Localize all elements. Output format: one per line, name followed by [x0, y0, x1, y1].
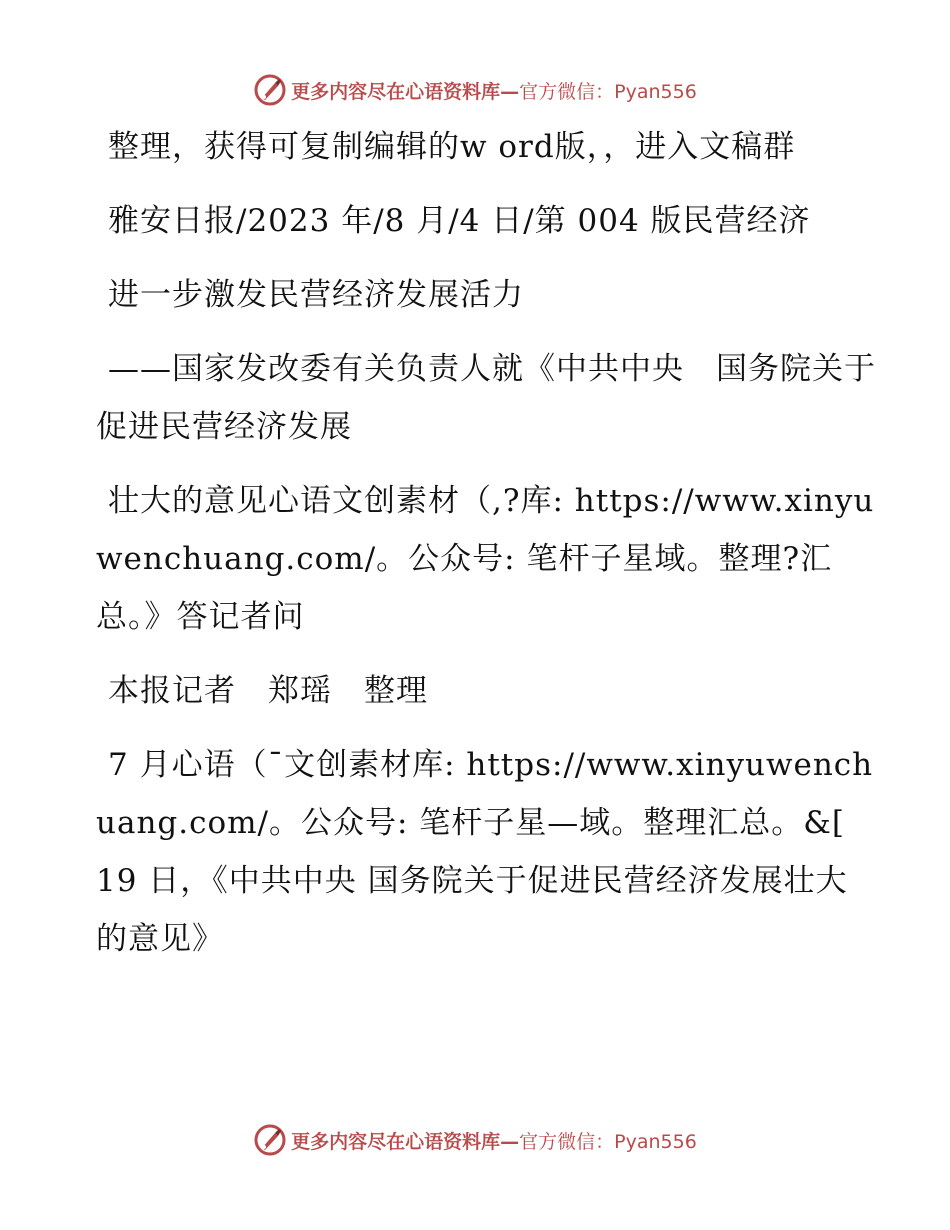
document-body [96, 118, 876, 984]
paragraph-1: 整理，获得可复制编辑的w ord版，，进入文稿群 [108, 129, 796, 165]
footer-banner-wechat: 官方微信：Pyan556 [519, 1130, 697, 1153]
paragraph-6: 本报记者 郑瑶 整理 [108, 673, 428, 709]
footer-banner-separator: — [500, 1130, 520, 1153]
paragraph-7: 7 月心语（¯文创素材库: https://www.xinyuwenchuang.com/。公众号: 笔杆子星—域。整理汇总。&[ 19 日，《中共中央 国务院关于促进民营经济发展壮大的意见》 [96, 747, 874, 957]
footer-banner-title: 更多内容尽在心语资料库 [291, 1130, 501, 1153]
paragraph-4: ——国家发改委有关负责人就《中共中央 国务院关于促进民营经济发展 [96, 351, 876, 445]
header-banner-separator: — [500, 80, 520, 103]
pen-logo-icon [253, 1123, 287, 1157]
pen-logo-icon [253, 73, 287, 107]
header-banner-title: 更多内容尽在心语资料库 [291, 80, 501, 103]
header-banner-wechat: 官方微信：Pyan556 [519, 80, 697, 103]
footer-banner-text [291, 1127, 697, 1154]
paragraph-5: 壮大的意见心语文创素材（,?库: https://www.xinyuwenchuang.com/。公众号: 笔杆子星域。整理?汇总。》答记者问 [96, 483, 875, 635]
header-banner-text [291, 77, 697, 104]
header-banner [0, 70, 950, 110]
footer-banner [0, 1120, 950, 1160]
paragraph-3: 进一步激发民营经济发展活力 [108, 277, 524, 313]
paragraph-2: 雅安日报/2023 年/8 月/4 日/第 004 版民营经济 [108, 203, 811, 239]
